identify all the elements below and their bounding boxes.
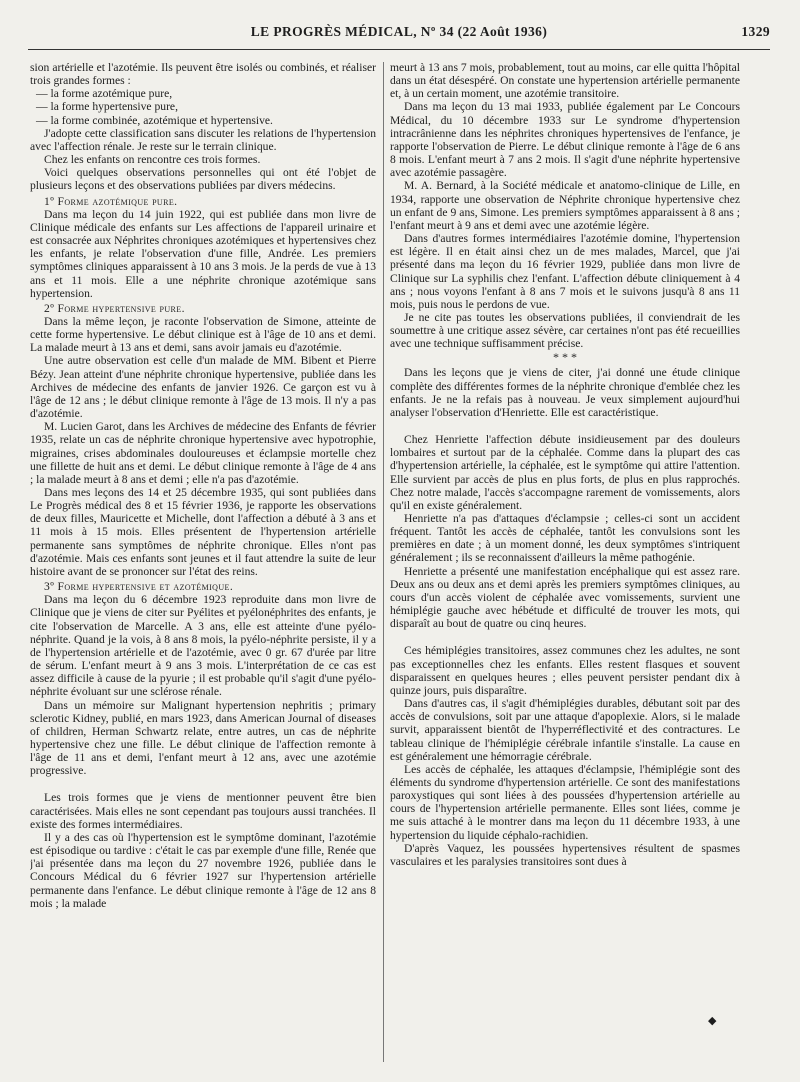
paragraph: Une autre observation est celle d'un malade de MM. Bibent et Pierre Bézy. Jean atteint d'une néphrite chronique hypertensive, publiée dans les Archives de médecine des enfants de janvier 1926. Ce garçon est vu à l'âge de 12 ans ; le début clinique remonte à l'âge de 13 mois. Il n'y a pas d'azotémie. [30,354,376,421]
paragraph: meurt à 13 ans 7 mois, probablement, tout au moins, car elle quitta l'hôpital dans un état désespéré. On constate une hypertension artérielle permanente et, à un certain moment, une azotémie transitoire. [390,61,740,101]
paragraph: J'adopte cette classification sans discuter les relations de l'hypertension avec l'affection rénale. Je reste sur le terrain clinique. [30,126,376,153]
paragraph: Dans d'autres formes intermédiaires l'azotémie domine, l'hypertension est légère. Il en était ainsi chez un de mes malades, Marcel, que j'ai présenté dans ma leçon du 16 février 1929, publiée dans mon livre de Clinique sur La syphilis chez l'enfant. L'affection débute cliniquement à 4 ans ; nous voyons l'enfant à 8 ans 7 mois et le suivons jusqu'à 8 ans 11 mois, puis nous le perdons de vue. [390,232,740,311]
paragraph: Voici quelques observations personnelles qui ont été l'objet de plusieurs leçons et des observations publiées par divers médecins. [30,166,376,193]
paragraph: Je ne cite pas toutes les observations publiées, il conviendrait de les soumettre à une critique assez sévère, car certaines n'ont pas été recueillies avec une technique suffisamment précise. [390,310,740,351]
paragraph: D'après Vaquez, les poussées hypertensives résultent de spasmes vasculaires et les paralysies transitoires sont dues à [390,841,740,868]
header-rule [28,49,770,50]
paragraph: Dans ma leçon du 6 décembre 1923 reproduite dans mon livre de Clinique que je viens de citer sur Pyélites et pyélonéphrites des enfants, je cite l'observation de Marcelle. A 3 ans, elle est atteinte d'une pyélo-néphrite. Quand je la vois, à 8 ans 8 mois, la pyélo-néphrite persiste, il y a de l'hypertension artérielle et de l'azotémie, avec 0 gr. 67 d'urée par litre de sérum. L'enfant meurt à 9 ans 3 mois. L'interprétation de ce cas est assez difficile à cause de la pyurie ; il est probable qu'il s'agit d'une pyélo-néphrite évoluant sur une sclérose rénale. [30,593,376,699]
list-item: — la forme combinée, azotémique et hypertensive. [36,113,273,127]
section-heading: 3º Forme hypertensive et azotémique. [44,580,234,594]
paragraph: Dans les leçons que je viens de citer, j'ai donné une étude clinique complète des différentes formes de la néphrite chronique d'emblée chez les enfants. Je ne la refais pas à nouveau. Je veux simplement aujourd'hui analyser l'observation d'Henriette. Elle est caractéristique. [390,366,740,419]
paragraph: Chez les enfants on rencontre ces trois formes. [44,153,261,167]
end-ornament: ◆ [708,1015,717,1027]
paragraph: Chez Henriette l'affection débute insidieusement par des douleurs lombaires et surtout par de la céphalée. Comme dans la plupart des cas d'hypertension artérielle, la céphalée, est le symptôme qui attire l'attention. Elle survient par accès de plus en plus forts, de plus en plus rapprochés. Chez notre malade, l'accès s'accompagne rarement de vomissements, alors qu'il en existe généralement. [390,433,740,512]
paragraph: Les accès de céphalée, les attaques d'éclampsie, l'hémiplégie sont des éléments du syndrome d'hypertension artérielle. Ce sont des manifestations paroxystiques qui sont liées à des poussées d'hypertension artérielle au cours de l'hypertension artérielle permanente. Elles sont liées, comme je me suis attaché à le montrer dans ma leçon du 11 décembre 1933, à une hypertension du liquide céphalo-rachidien. [390,762,740,842]
asterism: * * * [553,350,577,365]
left-column [30,61,376,1071]
paragraph: Dans ma leçon du 13 mai 1933, publiée également par Le Concours Médical, du 10 décembre 1933 sur Le syndrome d'hypertension intracrânienne dans les néphrites chroniques hypertensives de l'enfance, je rapporte l'observation de Pierre. Le début clinique remonte à l'âge de 6 ans 8 mois. L'enfant meurt à 7 ans 2 mois. Il s'agit d'une néphrite hypertensive avec azotémie passagère. [390,100,740,180]
paragraph: Il y a des cas où l'hypertension est le symptôme dominant, l'azotémie est épisodique ou tardive : c'était le cas par exemple d'une fille, Renée que j'ai présentée dans ma leçon du 27 novembre 1926, publiée dans le Concours Médical du 6 février 1927 sur l'hypertension artérielle permanente dans l'enfance. Le début clinique remonte à l'âge de 12 ans 8 mois ; la malade [30,830,376,910]
paragraph: Henriette a présenté une manifestation encéphalique qui est assez rare. Deux ans ou deux ans et demi après les premiers symptômes cliniques, au cours d'un accès violent de céphalée avec vomissements, survient une hémiplégie gauche avec hébétude et difficulté de trouver les mots, qui disparaît au bout de quatre ou cinq heures. [390,564,740,631]
paragraph: Dans la même leçon, je raconte l'observation de Simone, atteinte de cette forme hypertensive. Le début clinique est à l'âge de 10 ans et demi. La malade meurt à 13 ans et demi, sans avoir jamais eu d'azotémie. [30,314,376,355]
section-heading: 2º Forme hypertensive pure. [44,301,185,315]
list-item: — la forme azotémique pure, [36,87,173,101]
paragraph: Ces hémiplégies transitoires, assez communes chez les adultes, ne sont pas exceptionnelles chez les enfants. Elles restent flasques et souvent disparaissent en quelques heures ; elles peuvent persister pendant dix à quinze jours, puis disparaître. [390,644,740,697]
column-divider [383,62,384,1062]
paragraph: Dans mes leçons des 14 et 25 décembre 1935, qui sont publiées dans Le Progrès médical des 8 et 15 février 1936, je rapporte les observations de deux filles, Mauricette et Michelle, dont l'affection a débuté à 3 ans et 11 mois à 15 mois. Elles présentent de l'hypertension artérielle permanente sans symptômes de néphrite chronique. Elles n'ont pas d'azotémie. Mais ces enfants sont jeunes et il faut attendre la suite de leur histoire avant de se prononcer sur l'état des reins. [30,486,376,578]
paragraph: M. A. Bernard, à la Société médicale et anatomo-clinique de Lille, en 1934, rapporte une observation de Néphrite chronique hypertensive chez un enfant de 9 ans, Simone. Les premiers symptômes apparaissent à 8 ans ; l'enfant meurt à 9 ans et demi avec une azotémie légère. [390,179,740,232]
list-item: — la forme hypertensive pure, [36,100,178,114]
journal-title: LE PROGRÈS MÉDICAL, Nº 34 (22 Août 1936) [250,24,548,39]
paragraph: Dans un mémoire sur Malignant hypertension nephritis ; primary sclerotic Kidney, publié, en mars 1923, dans American Journal of diseases of children, Herman Schwartz relate, entre autres, un cas de néphrite hypertensive chez une fille. Le début clinique de l'affection remonte à l'âge de 11 ans et demi, l'enfant meurt à 12 ans, avec une azotémie progressive. [30,698,376,778]
section-heading: 1º Forme azotémique pure. [44,194,178,208]
paragraph: sion artérielle et l'azotémie. Ils peuvent être isolés ou combinés, et réaliser trois grandes formes : [30,61,376,88]
page-number: 1329 [741,24,770,39]
right-column [390,61,740,1071]
paragraph: Dans ma leçon du 14 juin 1922, qui est publiée dans mon livre de Clinique médicale des enfants sur Les affections de l'appareil urinaire et est consacrée aux Néphrites chroniques azotémiques et hypertensives chez les enfants, je relate l'observation d'une fille, Andrée. Les premiers symptômes cliniques apparaissent à 10 ans 3 mois. Je la perds de vue à 13 ans et 11 mois. Elle a une néphrite chronique azotémique sans hypertension. [30,207,376,300]
paragraph: M. Lucien Garot, dans les Archives de médecine des Enfants de février 1935, relate un cas de néphrite chronique hypertensive avec hypotrophie, migraines, crises abdominales douloureuses et éclampsie mortelle chez une fillette de huit ans et demi. Le début clinique remonte à l'âge de 4 ans ; la malade meurt à 8 ans et demi ; elle n'a pas d'azotémie. [30,420,376,486]
paragraph: Les trois formes que je viens de mentionner peuvent être bien caractérisées. Mais elles ne sont cependant pas toujours aussi tranchées. Il existe des formes intermédiaires. [30,791,376,831]
paragraph: Henriette n'a pas d'attaques d'éclampsie ; celles-ci sont un accident fréquent. Tantôt les accès de céphalée, tantôt les convulsions sont les premières en date ; à un moment donné, les deux symptômes s'intriquent généralement ; ils se reconnaissent d'ailleurs la même pathogénie. [390,512,740,565]
paragraph: Dans d'autres cas, il s'agit d'hémiplégies durables, débutant soit par des accès de convulsions, soit par une attaque d'apoplexie. Alors, si le malade survit, apparaissent bientôt de l'hyperréflectivité et des contractures. Le tableau clinique de l'hémiplégie cérébrale infantile s'installe. La cause en est généralement une hémorragie cérébrale. [390,697,740,763]
running-header [28,24,770,46]
